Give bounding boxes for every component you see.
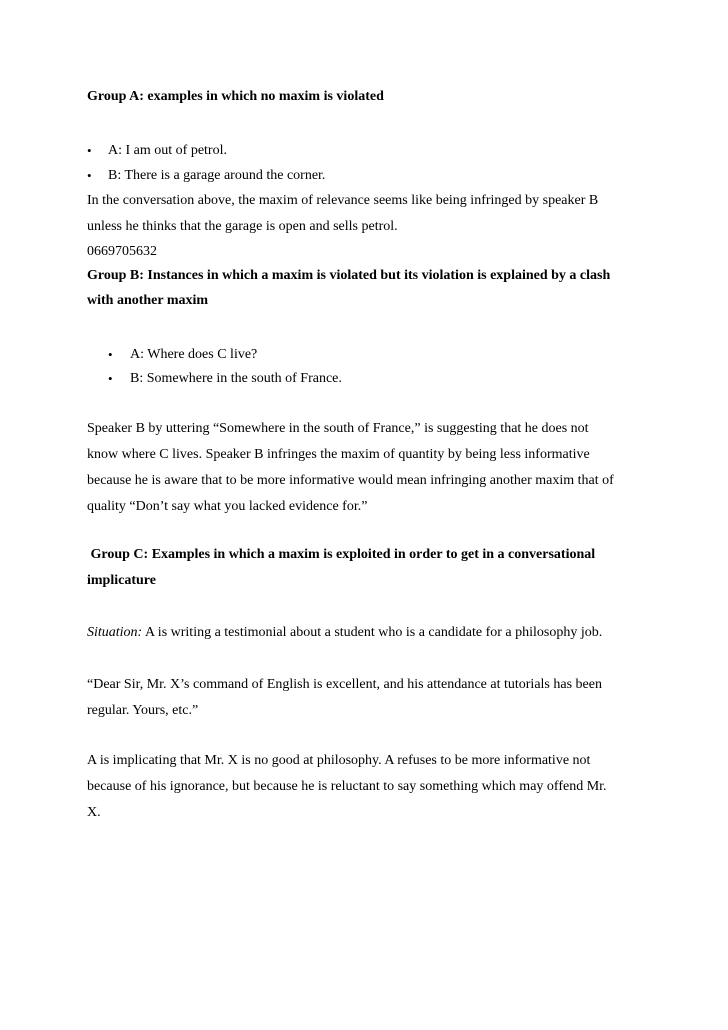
group-a-paragraph-line-1: In the conversation above, the maxim of relevance seems like being infringed by speaker B [87,193,599,208]
group-c-paragraph-line-2: because of his ignorance, but because he is reluctant to say something which may offend Mr. [87,779,607,794]
group-b-bullet-2 [108,370,342,389]
bullet-icon: • [108,347,113,362]
group-a-bullet-2 [87,167,326,186]
group-a-paragraph-line-2: unless he thinks that the garage is open and sells petrol. [87,219,398,234]
situation-text: A is writing a testimonial about a student who is a candidate for a philosophy job. [142,625,603,640]
situation-label: Situation: [87,625,143,640]
group-a-bullet-1 [87,142,227,161]
group-b-paragraph-line-4: quality “Don’t say what you lacked evidence for.” [87,499,368,514]
bullet-text: B: Somewhere in the south of France. [130,371,342,386]
bullet-text: A: Where does C live? [130,347,258,362]
bullet-icon: • [87,168,92,183]
group-b-paragraph-line-3: because he is aware that to be more informative would mean infringing another maxim that of [87,473,614,488]
bullet-icon: • [87,143,92,158]
testimonial-quote-line-2: regular. Yours, etc.” [87,703,199,718]
group-b-bullet-1 [108,346,258,365]
group-b-paragraph-line-1: Speaker B by uttering “Somewhere in the south of France,” is suggesting that he does not [87,421,589,436]
group-c-heading-line-2: implicature [87,573,156,588]
bullet-text: A: I am out of petrol. [108,143,227,158]
group-c-heading-line-1: Group C: Examples in which a maxim is exploited in order to get in a conversational [87,547,596,562]
situation-line [87,624,602,642]
group-c-paragraph-line-3: X. [87,805,101,820]
group-b-paragraph-line-2: know where C lives. Speaker B infringes the maxim of quantity by being less informative [87,447,590,462]
group-b-heading-line-1: Group B: Instances in which a maxim is violated but its violation is explained by a clash [87,268,611,283]
testimonial-quote-line-1: “Dear Sir, Mr. X’s command of English is excellent, and his attendance at tutorials has been [87,677,602,692]
phone-number: 0669705632 [87,244,157,259]
group-a-heading: Group A: examples in which no maxim is violated [87,89,384,104]
group-c-paragraph-line-1: A is implicating that Mr. X is no good at philosophy. A refuses to be more informative not [87,753,591,768]
bullet-icon: • [108,371,113,386]
group-b-heading-line-2: with another maxim [87,293,209,308]
bullet-text: B: There is a garage around the corner. [108,168,326,183]
